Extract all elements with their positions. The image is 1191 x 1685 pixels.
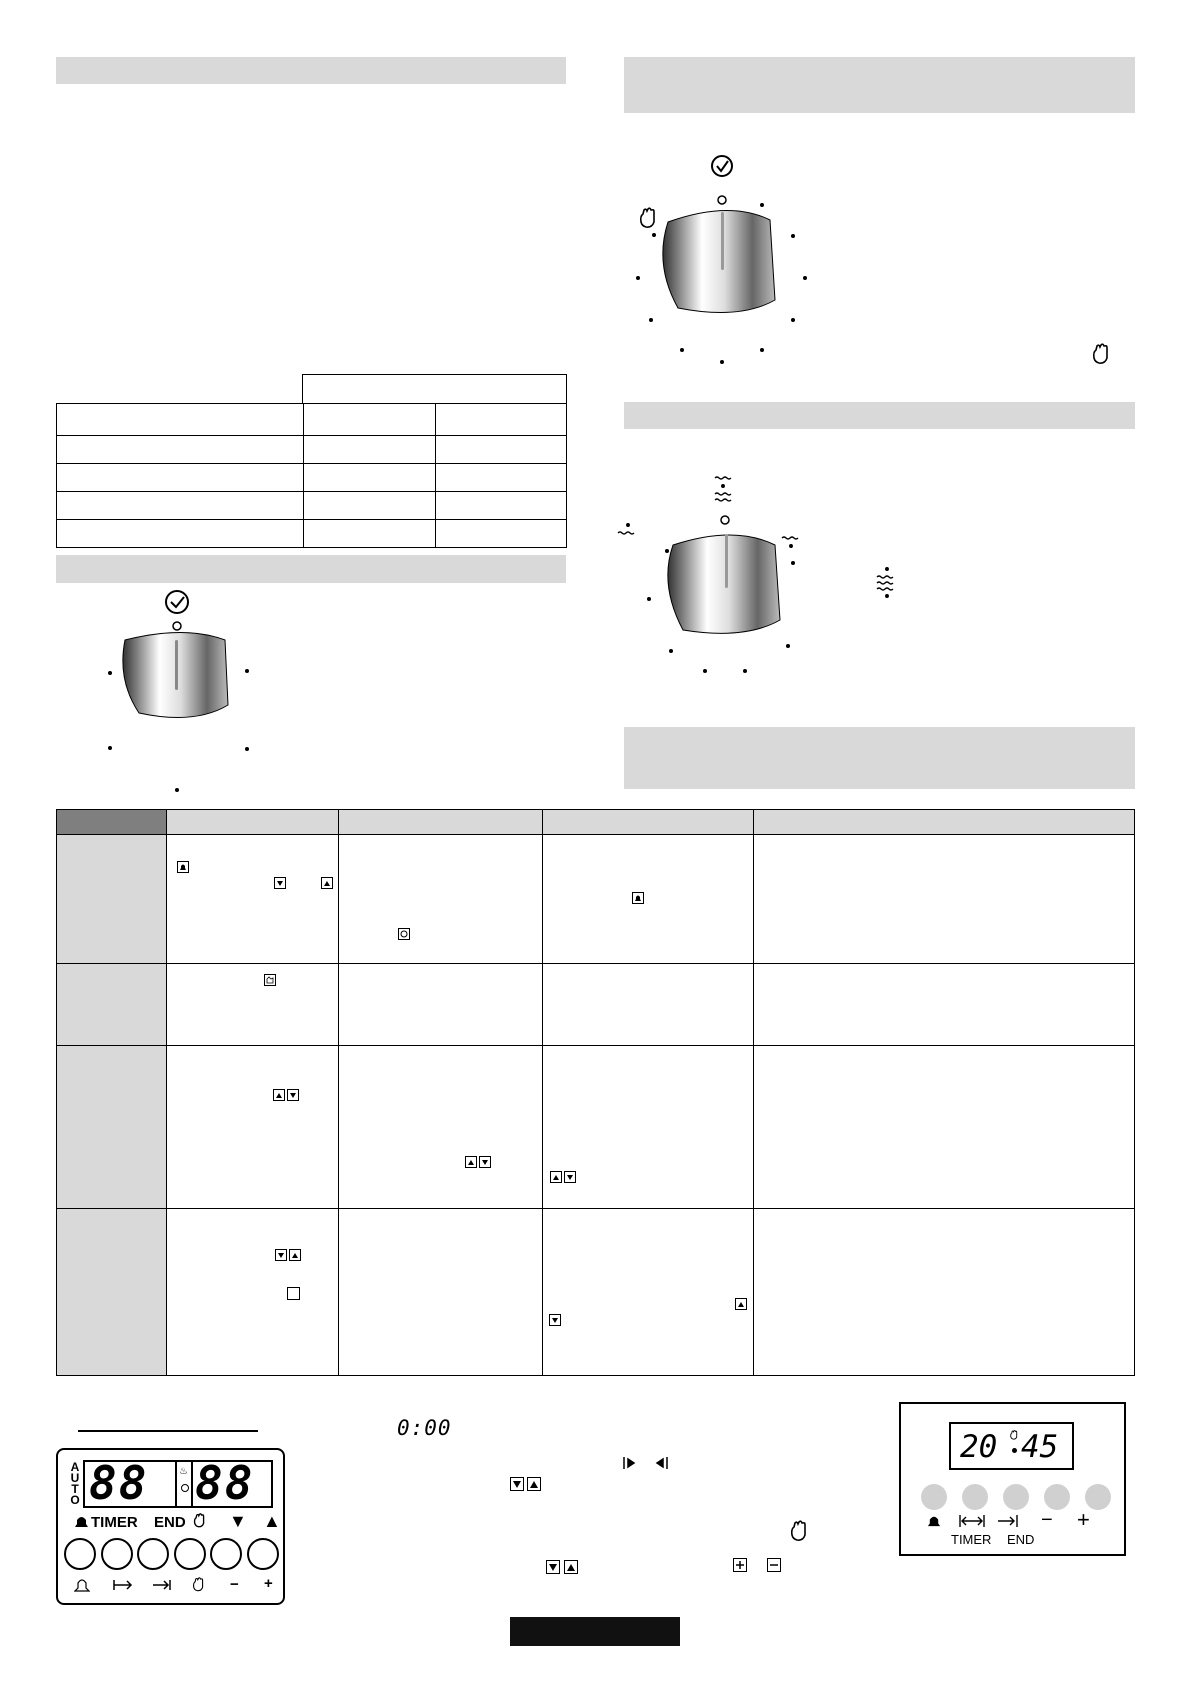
display-right-digits: 88 xyxy=(195,1456,255,1510)
heat-level-icon-top xyxy=(715,477,731,501)
display-frame xyxy=(83,1456,273,1510)
arrow-up-icon xyxy=(273,1089,285,1101)
clock-icon xyxy=(166,591,188,613)
plus-symbol: + xyxy=(264,1575,273,1592)
heat-level-icon-left xyxy=(618,524,634,534)
programmer-table xyxy=(56,809,1135,1376)
bell-icon xyxy=(177,861,189,873)
section-header-right-3 xyxy=(624,727,1135,789)
triangle-up-label: ▲ xyxy=(263,1511,281,1531)
heat-selector-knob[interactable] xyxy=(615,470,815,680)
minus-box-icon xyxy=(767,1558,781,1572)
arrow-down-icon xyxy=(510,1477,524,1491)
auto-letter: A xyxy=(70,1460,80,1474)
section-header-left-2 xyxy=(56,555,566,583)
arrow-up-icon xyxy=(527,1477,541,1491)
display-left-digits: 88 xyxy=(89,1456,149,1510)
bell-icon xyxy=(74,1514,89,1529)
arrow-down-icon xyxy=(549,1314,561,1326)
hand-icon xyxy=(264,974,276,986)
arrow-down-icon xyxy=(479,1156,491,1168)
section-header-right-2 xyxy=(624,402,1135,429)
arrow-up-icon xyxy=(550,1171,562,1183)
spec-table xyxy=(56,403,567,548)
timer-bidirectional-icon xyxy=(959,1514,985,1528)
auto-letter: T xyxy=(71,1482,79,1496)
touch-timer-button[interactable] xyxy=(962,1484,988,1510)
arrow-up-icon xyxy=(735,1298,747,1310)
heat-level-icon-right xyxy=(782,537,798,547)
arrow-up-icon xyxy=(289,1249,301,1261)
arrow-down-icon xyxy=(274,877,286,889)
plus-box-icon xyxy=(733,1558,747,1572)
hand-icon xyxy=(1009,1430,1019,1440)
table-row xyxy=(57,1046,1135,1209)
timer-knob-small[interactable] xyxy=(95,585,275,795)
touch-display xyxy=(949,1422,1074,1470)
auto-letter: U xyxy=(70,1471,80,1485)
touch-end-label: END xyxy=(1007,1532,1035,1547)
end-marker-icon xyxy=(655,1456,669,1470)
bell-outline-icon xyxy=(74,1577,90,1593)
hand-icon xyxy=(788,1520,810,1542)
timer-label: TIMER xyxy=(91,1514,138,1531)
touch-plus-symbol: + xyxy=(1077,1507,1090,1532)
touch-minus-symbol: − xyxy=(1041,1509,1053,1531)
time-minutes: 45 xyxy=(1021,1429,1059,1465)
arrow-down-icon xyxy=(564,1171,576,1183)
arrow-up-icon xyxy=(564,1560,578,1574)
display-divider xyxy=(191,1462,193,1506)
arrow-up-icon xyxy=(465,1156,477,1168)
arrow-down-icon xyxy=(546,1560,560,1574)
hand-icon xyxy=(191,1577,206,1592)
arrow-up-icon xyxy=(321,877,333,889)
timer-arrow-icon xyxy=(113,1579,133,1591)
timer-button[interactable] xyxy=(101,1538,133,1570)
table-row xyxy=(57,1209,1135,1376)
plus-button[interactable] xyxy=(247,1538,279,1570)
table-header-row xyxy=(57,810,1135,835)
arrow-down-icon xyxy=(287,1089,299,1101)
end-arrow-icon xyxy=(152,1579,172,1591)
touch-minus-button[interactable] xyxy=(1044,1484,1070,1510)
bell-icon xyxy=(632,892,644,904)
table-row xyxy=(57,835,1135,964)
end-button[interactable] xyxy=(137,1538,169,1570)
auto-label xyxy=(69,1462,81,1506)
touch-programmer-panel xyxy=(899,1402,1126,1556)
table-row xyxy=(57,964,1135,1046)
section-header-right-1 xyxy=(624,57,1135,113)
time-hours: 20 xyxy=(960,1429,998,1465)
auto-letter: O xyxy=(70,1493,80,1507)
minus-button[interactable] xyxy=(210,1538,242,1570)
time-colon-dot xyxy=(1012,1448,1017,1453)
button-labels-row xyxy=(74,1511,281,1534)
oven-icon: ♨ xyxy=(179,1466,188,1477)
hand-icon xyxy=(192,1513,207,1528)
hand-icon xyxy=(1090,343,1112,365)
section-header-left-1 xyxy=(56,57,566,84)
footer-bar xyxy=(510,1617,680,1646)
spec-table-header-cell xyxy=(302,374,567,404)
start-marker-icon xyxy=(622,1456,636,1470)
heat-level-icon-legend xyxy=(874,565,900,601)
manual-button[interactable] xyxy=(174,1538,206,1570)
bell-icon xyxy=(927,1514,941,1528)
touch-bell-button[interactable] xyxy=(921,1484,947,1510)
end-arrow-icon xyxy=(997,1514,1019,1528)
hand-icon xyxy=(398,928,410,940)
button-symbols-row xyxy=(68,1576,278,1596)
triangle-down-label: ▼ xyxy=(229,1511,247,1531)
zero-display-text: 0:00 xyxy=(397,1416,452,1440)
button-row xyxy=(64,1538,279,1572)
touch-timer-label: TIMER xyxy=(951,1532,992,1547)
electronic-programmer-panel xyxy=(56,1448,285,1605)
dot-indicator xyxy=(181,1484,189,1492)
end-label: END xyxy=(154,1514,186,1531)
bell-button[interactable] xyxy=(64,1538,96,1570)
hand-icon xyxy=(641,208,654,227)
arrow-down-icon xyxy=(275,1249,287,1261)
minus-symbol: − xyxy=(230,1576,239,1593)
programmer-underline xyxy=(78,1430,258,1432)
clock-icon xyxy=(712,156,732,176)
touch-end-button[interactable] xyxy=(1003,1484,1029,1510)
display-divider xyxy=(175,1462,177,1506)
timer-knob-large[interactable] xyxy=(630,150,830,370)
